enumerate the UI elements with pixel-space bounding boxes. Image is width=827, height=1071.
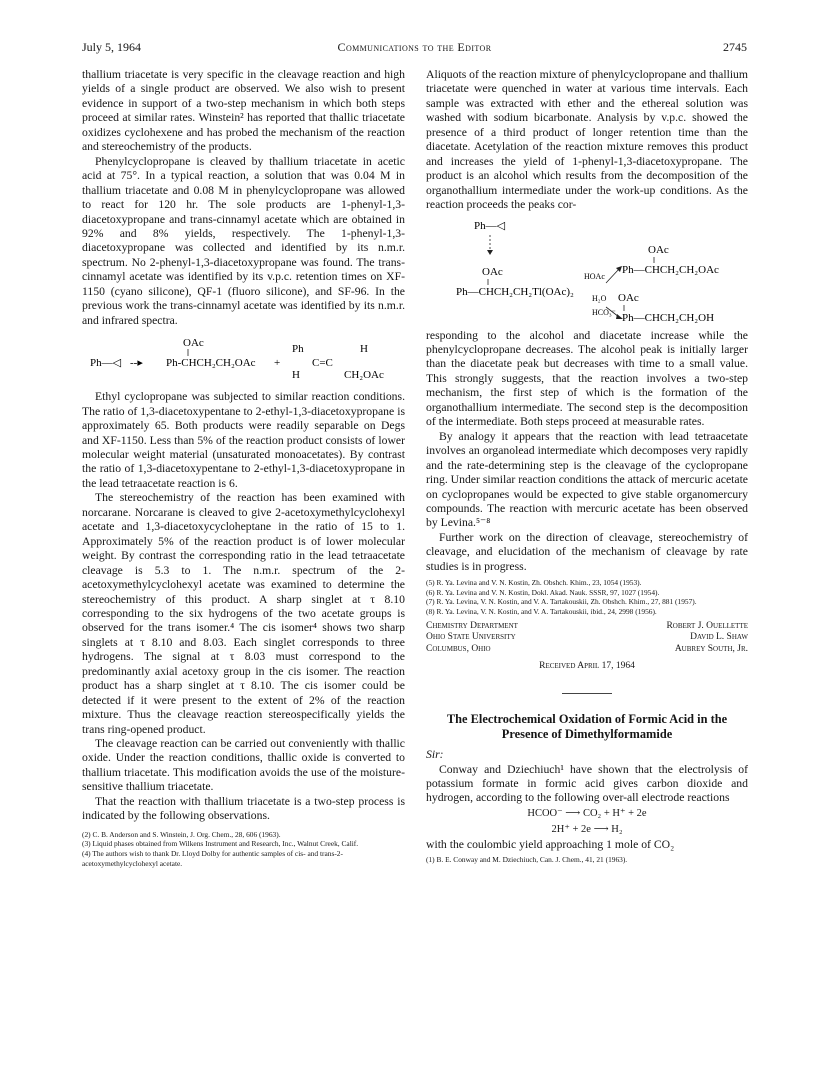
paragraph: with the coulombic yield approaching 1 mole of CO₂ (426, 837, 675, 851)
paragraph: Aliquots of the reaction mixture of phenylcyclopropane and thallium triacetate were quenched in water at various time intervals. Each sample was extracted with ether and the ethereal solution was washed with sodium bicarbonate. Analysis by v.p.c. showed the presence of a third product of longer retention time than the diacetate. Acetylation of the reaction mixture removes this product and increases the yield of 1-phenyl-1,3-diacetoxypropane. The product is an alcohol which results from the decomposition of the organothallium intermediate under the work-up conditions. As the reaction proceeds the peaks cor- (426, 68, 748, 212)
header-date: July 5, 1964 (82, 40, 142, 54)
reaction-scheme-1 (82, 328, 405, 390)
scheme1-h2: H (292, 369, 300, 382)
author-name: Robert J. Ouellette (666, 620, 748, 631)
scheme1-ceq: C=C (312, 357, 333, 370)
right-column (426, 68, 748, 865)
paragraph: Phenylcyclopropane is cleaved by thallium triacetate in acetic acid at 75°. In a typical reaction, a solution that was 0.04 M in thallium triacetate and 0.08 M in phenylcyclopropane was allowed to react for 120 hr. The sole products are 1-phenyl-1,3-diacetoxypropane and trans-cinnamyl acetate which are obtained in 92% and 8% yields, respectively. The 1-phenyl-1,3-diacetoxypropane was collected and identified by its n.m.r. spectrum. No 2-phenyl-1,3-diacetoxypropane was found. The trans-cinnamyl acetate was identified by its v.p.c. retention times on XF-1150 (cyano silicone), QF-1 (fluoro silicone), and SF-96. In the previous work the trans-cinnamyl acetate was identified by its n.m.r. and infrared spectra. (82, 154, 405, 327)
scheme2-alcohol: Ph—CHCH₂CH₂OH (622, 311, 715, 324)
equation: HCOO⁻ ⟶ CO₂ + H⁺ + 2e (527, 807, 647, 819)
paragraph: Ethyl cyclopropane was subjected to similar reaction conditions. The ratio of 1,3-diacetoxypentane to 2-ethyl-1,3-diacetoxypropane is approximately 65. Both products were readily separable on Degs and XF-1150. Less than 5% of the reaction product consists of lower molecular weight material (unsaturated monoacetates). By contrast the ratio of 1,3-diacetoxypentane to 2-ethyl-1,3-diacetoxypropane in the lead tetraacetate reaction is 6. (82, 390, 405, 490)
running-header (82, 40, 747, 56)
section-divider (562, 693, 612, 694)
scheme2-hoac: HOAc (584, 271, 605, 281)
reaction-scheme-2 (426, 213, 748, 329)
footnote: (5) R. Ya. Levina and V. N. Kostin, Zh. Obshch. Khim., 23, 1054 (1953). (426, 578, 642, 588)
footnote: (1) B. E. Conway and M. Dziechiuch, Can. J. Chem., 41, 21 (1963). (426, 855, 628, 865)
scheme2-product-oac: OAc (648, 243, 669, 256)
paragraph: Further work on the direction of cleavage, stereochemistry of cleavage, and elucidation of the mechanism of cleavage by rate studies is in progress. (426, 530, 748, 573)
header-journal: Communications to the Editor (337, 40, 492, 54)
author-names (666, 621, 748, 656)
paragraph: The stereochemistry of the reaction has been examined with norcarane. Norcarane is cleaved to give 2-acetoxymethylcyclohexyl acetate and 1,3-diacetoxycycloheptane in the ratio of 15 to 1. Approximately 5% of the reaction product is of lower molecular weight. By contrast the corresponding ratio in the lead tetraacetate cleavage is 5.3 to 1. The n.m.r. spectrum of the 2-acetoxymethylcyclohexyl acetate was examined to determine the stereochemistry of this product. A sharp singlet at τ 8.10 corresponding to the six hydrogens of the two acetate groups is observed for the trans isomer.⁴ The cis isomer⁴ shows two sharp singlets at τ 8.10 and 8.03. Each singlet corresponds to three hydrogens. The signal at τ 8.03 must correspond to the predominantly axial acetoxy group in the cis isomer. The reaction product has a sharp singlet at τ 8.10. The cis isomer could be detected if it were present to the extent of 2% of the reaction mixture. Thus the cleavage reaction stereospecifically yields the trans ring-opened product. (82, 491, 405, 736)
equation: 2H⁺ + 2e ⟶ H₂ (551, 823, 623, 835)
footnote: (8) R. Ya. Levina, V. N. Kostin, and V. A. Tartakouskii, ibid., 24, 2998 (1956). (426, 607, 657, 617)
footnote: (7) R. Ya. Levina, V. N. Kostin, and V. A. Tartakouskii, Zh. Obshch. Khim., 27, 881 (1957). (426, 597, 697, 607)
author-affiliation (426, 621, 748, 657)
paragraph: responding to the alcohol and diacetate increase while the phenylcyclopropane decreases. The alcohol peak is initially larger than the diacetate peak but decreases with time to a small value. This strongly suggests, that the reaction involves a two-step mechanism, the first step of which is the formation of the organothallium intermediate. The second step is the decomposition of the intermediate. Both steps proceed at measurable rates. (426, 328, 748, 429)
affiliation-line: Columbus, Ohio (426, 643, 491, 654)
footnote: (3) Liquid phases obtained from Wilkens Instrument and Research, Inc., Walnut Creek, Calif. (82, 839, 359, 849)
affiliation-block (426, 621, 518, 656)
scheme2-intermediate: Ph—CHCH₂CH₂Tl(OAc)₂ (456, 285, 574, 298)
paragraph: The cleavage reaction can be carried out conveniently with thallic oxide. Under the reaction conditions, thallic oxide is converted to thallium triacetate. This modification avoids the use of the moisture-sensitive thallium triacetate. (82, 737, 405, 794)
received-date: Received April 17, 1964 (539, 660, 635, 671)
affiliation-line: Ohio State University (426, 632, 516, 643)
arrow-head (487, 250, 493, 255)
paragraph: That the reaction with thallium triacetate is a two-step process is indicated by the following observations. (82, 794, 405, 823)
scheme2-reactant: Ph—◁ (474, 219, 506, 232)
paragraph: By analogy it appears that the reaction with lead tetraacetate involves an organolead intermediate which decomposes very rapidly and the rate-determining step is the cleavage of the cyclopropane ring. Under similar reaction conditions the attack of mercuric acetate on cyclopropanes would be expected to give stable organomercury compounds. The reaction with mercuric acetate has been observed by Levina.⁵⁻⁸ (426, 429, 748, 530)
scheme2-product: Ph—CHCH₂CH₂OAc (622, 263, 719, 276)
scheme1-h1: H (360, 343, 368, 356)
scheme1-arrow: --▸ (130, 357, 143, 370)
footnote: (6) R. Ya. Levina and V. N. Kostin, Dokl. Akad. Nauk. SSSR, 97, 1027 (1954). (426, 587, 660, 597)
author-name: Aubrey South, Jr. (674, 643, 748, 654)
scheme2-alc-oac: OAc (618, 291, 639, 304)
scheme1-ph: Ph (292, 343, 304, 356)
salutation: Sir: (426, 748, 444, 762)
page-number: 2745 (723, 40, 747, 54)
scheme1-plus: + (274, 357, 281, 370)
footnote: (2) C. B. Anderson and S. Winstein, J. Org. Chem., 28, 606 (1963). (82, 829, 281, 839)
author-name: David L. Shaw (690, 632, 748, 643)
scheme2-h2o: H₂O (592, 293, 607, 303)
scheme2-hco3: HCO₃⁻ (592, 307, 616, 317)
scheme2-int-oac: OAc (482, 265, 503, 278)
footnotes (426, 578, 748, 616)
paragraph: Conway and Dziechiuch¹ have shown that the electrolysis of potassium formate in formic acid gives carbon dioxide and hydrogen, according to the following over-all electrode reactions (426, 762, 748, 805)
affiliation-line: Chemistry Department (426, 620, 518, 631)
scheme1-ch2oac: CH₂OAc (344, 369, 384, 382)
scheme1-product1: Ph-CHCH₂CH₂OAc (166, 357, 256, 370)
arrow-up (606, 269, 619, 283)
scheme1-reactant: Ph—◁ (90, 357, 122, 370)
paragraph: thallium triacetate is very specific in the cleavage reaction and high yields of a single product are observed. We also wish to present evidence in support of a two-step mechanism in which both steps proceed at similar rates. Winstein² has reported that thallic triacetate oxidizes cyclohexene and has probed the mechanism of the reaction and stereochemistry of the products. (82, 68, 405, 154)
article-title: The Electrochemical Oxidation of Formic Acid in the Presence of Dimethylformamide (446, 712, 728, 741)
left-column (82, 68, 405, 868)
scheme1-oac: OAc (183, 337, 204, 350)
footnote: (4) The authors wish to thank Dr. Lloyd Dolby for authentic samples of cis- and trans-2-acetoxymethylcyclohexyl acetate. (82, 848, 343, 868)
